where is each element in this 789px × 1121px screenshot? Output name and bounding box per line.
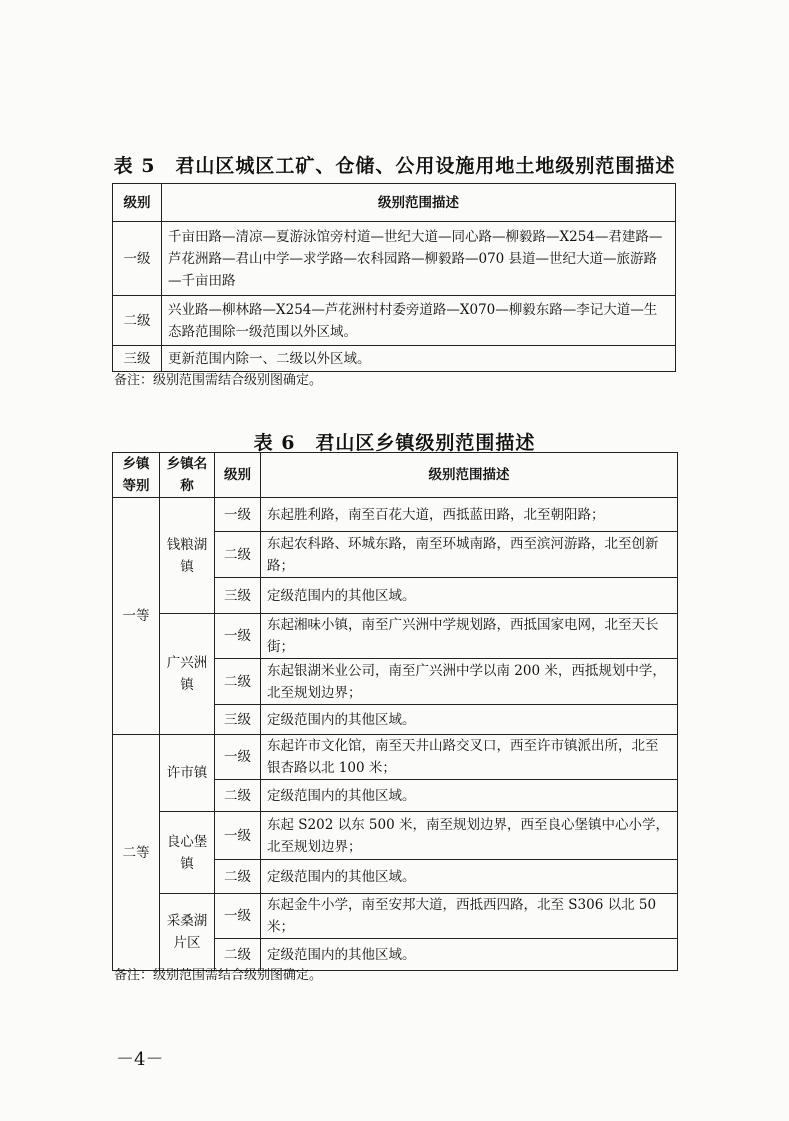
table-row xyxy=(113,735,678,780)
desc-cell: 定级范围内的其他区域。 xyxy=(261,578,678,614)
table5-title: 表 5 君山区城区工矿、仓储、公用设施用地土地级别范围描述 xyxy=(113,155,676,177)
table-row xyxy=(113,296,676,346)
desc-cell: 东起许市文化馆，南至天井山路交叉口，西至许市镇派出所，北至银杏路以北 100 米； xyxy=(261,735,678,780)
town-cell: 良心堡镇 xyxy=(160,812,215,894)
level-cell: 一级 xyxy=(215,894,261,939)
table6-header-grade: 乡镇等别 xyxy=(113,453,160,498)
desc-cell: 更新范围内除一、二级以外区域。 xyxy=(162,346,676,372)
desc-cell: 定级范围内的其他区域。 xyxy=(261,860,678,894)
level-cell: 二级 xyxy=(113,296,162,346)
table-row xyxy=(113,498,678,532)
level-cell: 一级 xyxy=(113,222,162,296)
level-cell: 一级 xyxy=(215,812,261,860)
level-cell: 二级 xyxy=(215,780,261,812)
table-row xyxy=(113,812,678,860)
table-row xyxy=(113,346,676,372)
level-cell: 二级 xyxy=(215,860,261,894)
level-cell: 一级 xyxy=(215,614,261,659)
table6-header-level: 级别 xyxy=(215,453,261,498)
level-cell: 二级 xyxy=(215,939,261,971)
desc-cell: 东起银湖米业公司，南至广兴洲中学以南 200 米，西抵规划中学，北至规划边界； xyxy=(261,659,678,705)
grade-cell: 一等 xyxy=(113,498,160,735)
town-cell: 采桑湖片区 xyxy=(160,894,215,971)
desc-cell: 东起 S202 以东 500 米，南至规划边界，西至良心堡镇中心小学，北至规划边界； xyxy=(261,812,678,860)
level-cell: 三级 xyxy=(113,346,162,372)
grade-cell: 二等 xyxy=(113,735,160,971)
table6-title: 表 6 君山区乡镇级别范围描述 xyxy=(253,432,536,454)
level-cell: 三级 xyxy=(215,705,261,735)
table-row xyxy=(113,222,676,296)
town-cell: 许市镇 xyxy=(160,735,215,812)
town-cell: 钱粮湖镇 xyxy=(160,498,215,614)
table5-header-level: 级别 xyxy=(113,184,162,222)
desc-cell: 定级范围内的其他区域。 xyxy=(261,780,678,812)
desc-cell: 千亩田路—清凉—夏游泳馆旁村道—世纪大道—同心路—柳毅路—X254—君建路—芦花洲路—君山中学—求学路—农科园路—柳毅路—070 县道—世纪大道—旅游路—千亩田路 xyxy=(162,222,676,296)
desc-cell: 定级范围内的其他区域。 xyxy=(261,939,678,971)
desc-cell: 东起农科路、环城东路，南至环城南路，西至滨河游路，北至创新路； xyxy=(261,532,678,578)
desc-cell: 定级范围内的其他区域。 xyxy=(261,705,678,735)
table-row xyxy=(113,614,678,659)
table6 xyxy=(112,452,678,971)
desc-cell: 东起湘味小镇，南至广兴洲中学规划路，西抵国家电网，北至天长街； xyxy=(261,614,678,659)
desc-cell: 兴业路—柳林路—X254—芦花洲村村委旁道路—X070—柳毅东路—李记大道—生态路范围除一级范围以外区域。 xyxy=(162,296,676,346)
table6-header-town: 乡镇名称 xyxy=(160,453,215,498)
table5-note: 备注：级别范围需结合级别图确定。 xyxy=(114,373,323,388)
level-cell: 一级 xyxy=(215,735,261,780)
level-cell: 二级 xyxy=(215,532,261,578)
table6-note: 备注：级别范围需结合级别图确定。 xyxy=(114,968,323,983)
page-number: －4－ xyxy=(116,1049,164,1070)
table6-header-desc: 级别范围描述 xyxy=(261,453,678,498)
level-cell: 二级 xyxy=(215,659,261,705)
level-cell: 一级 xyxy=(215,498,261,532)
table5 xyxy=(112,183,676,372)
town-cell: 广兴洲镇 xyxy=(160,614,215,735)
desc-cell: 东起金牛小学，南至安邦大道，西抵西四路，北至 S306 以北 50 米； xyxy=(261,894,678,939)
table5-header-desc: 级别范围描述 xyxy=(162,184,676,222)
level-cell: 三级 xyxy=(215,578,261,614)
table-row xyxy=(113,894,678,939)
desc-cell: 东起胜利路，南至百花大道，西抵蓝田路，北至朝阳路； xyxy=(261,498,678,532)
